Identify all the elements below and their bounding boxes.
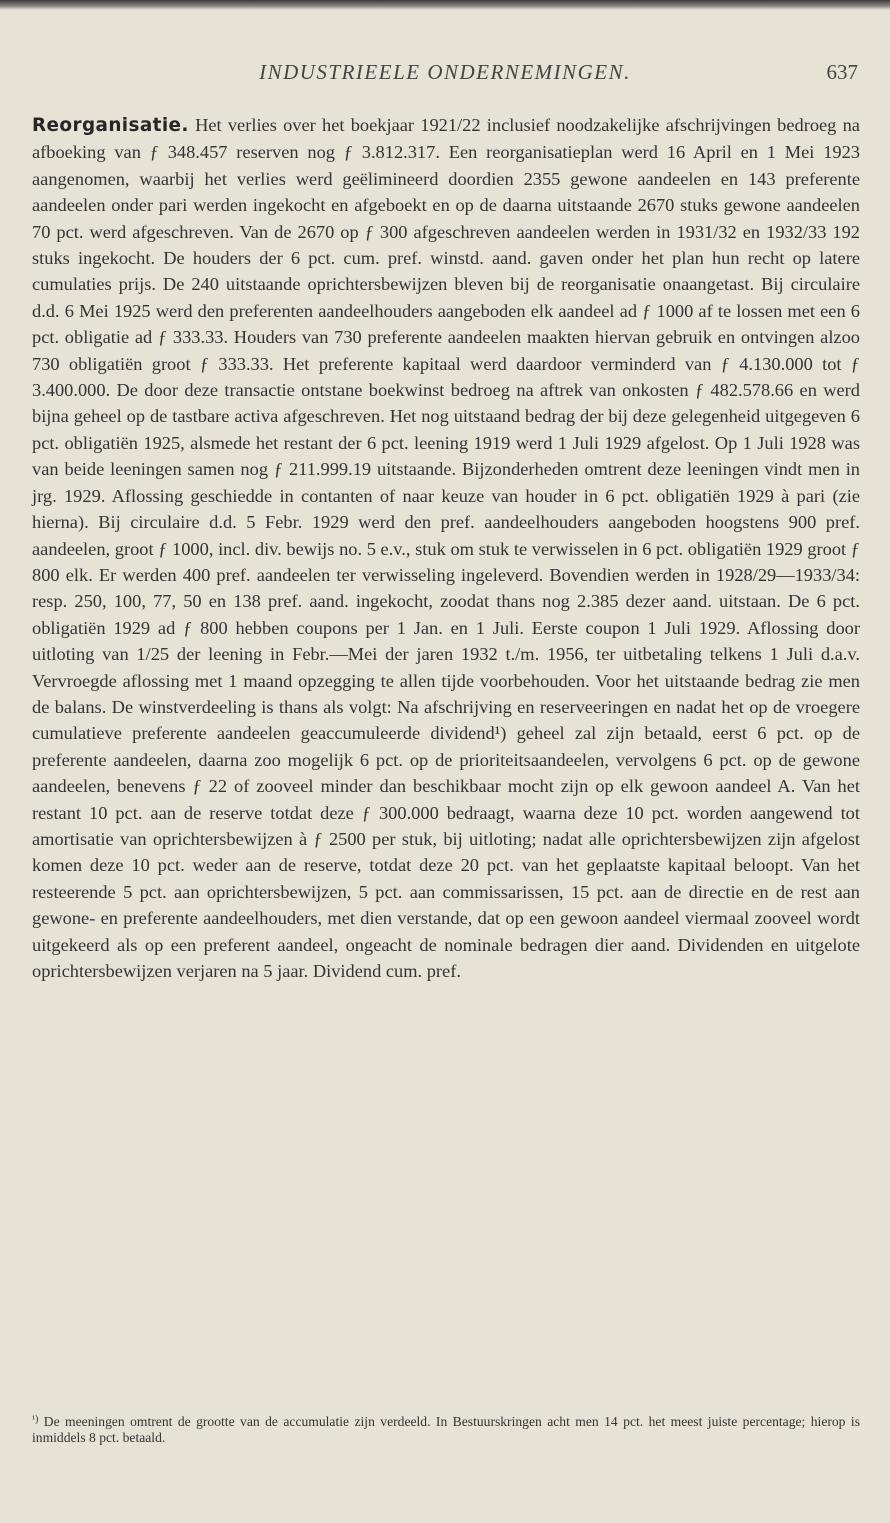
scan-edge [0,0,890,10]
article-body [32,112,860,984]
page-header [0,60,890,92]
article-paragraph [32,112,860,984]
running-head: INDUSTRIEELE ONDERNEMINGEN. [259,60,631,84]
footnote-text: De meeningen omtrent de grootte van de accumulatie zijn verdeeld. In Bestuurskringen acht men 14 pct. het meest juiste percentage; hierop is inmiddels 8 pct. betaald. [32,1414,860,1445]
page-number: 637 [826,60,858,84]
footnote-marker: ¹) [32,1414,39,1425]
section-title: Reorganisatie. [32,115,189,136]
footnote [32,1412,860,1446]
paragraph-text: Het verlies over het boekjaar 1921/22 inclusief noodzakelijke afschrijvingen bedroeg na afboeking van ƒ 348.457 reserven nog ƒ 3.812.317. Een reorganisatieplan werd 16 April en 1 Mei 1923 aangenomen, waarbij het verlies werd geëlimineerd doordien 2355 gewone aandeelen en 143 preferente aandeelen onder pari werden ingekocht en afgeboekt en op de daarna uitstaande 2670 stuks gewone aandeelen 70 pct. werd afgeschreven. Van de 2670 op ƒ 300 afgeschreven aandeelen werden in 1931/32 en 1932/33 192 stuks ingekocht. De houders der 6 pct. cum. pref. winstd. aand. gaven onder het plan hun recht op latere cumulaties prijs. De 240 uitstaande oprichtersbewijzen bleven bij de reorganisatie onaangetast. Bij circulaire d.d. 6 Mei 1925 werd den preferenten aandeelhouders aangeboden elk aandeel ad ƒ 1000 af te lossen met een 6 pct. obligatie ad ƒ 333.33. Houders van 730 preferente aandeelen maakten hiervan gebruik en ontvingen alzoo 730 obligatiën groot ƒ 333.33. Het preferente kapitaal werd daardoor verminderd van ƒ 4.130.000 tot ƒ 3.400.000. De door deze transactie ontstane boekwinst bedroeg na aftrek van onkosten ƒ 482.578.66 en werd bijna geheel op de tastbare activa afgeschreven. Het nog uitstaand bedrag der bij deze gelegenheid uitgegeven 6 pct. obligatiën 1925, alsmede het restant der 6 pct. leening 1919 werd 1 Juli 1929 afgelost. Op 1 Juli 1928 was van beide leeningen samen nog ƒ 211.999.19 uitstaande. Bijzonderheden omtrent deze leeningen vindt men in jrg. 1929. Aflossing geschiedde in contanten of naar keuze van houder in 6 pct. obligatiën 1929 à pari (zie hierna). Bij circulaire d.d. 5 Febr. 1929 werd den pref. aandeelhouders aangeboden hoogstens 900 pref. aandeelen, groot ƒ 1000, incl. div. bewijs no. 5 e.v., stuk om stuk te verwisselen in 6 pct. obligatiën 1929 groot ƒ 800 elk. Er werden 400 pref. aandeelen ter verwisseling ingeleverd. Bovendien werden in 1928/29—1933/34: resp. 250, 100, 77, 50 en 138 pref. aand. ingekocht, zoodat thans nog 2.385 dezer aand. uitstaan. De 6 pct. obligatiën 1929 ad ƒ 800 hebben coupons per 1 Jan. en 1 Juli. Eerste coupon 1 Juli 1929. Aflossing door uitloting van 1/25 der leening in Febr.—Mei der jaren 1932 t./m. 1956, ter uitbetaling telkens 1 Juli d.a.v. Vervroegde aflossing met 1 maand opzegging te allen tijde voorbehouden. Voor het uitstaande bedrag zie men de balans. De winstverdeeling is thans als volgt: Na afschrijving en reserveeringen en nadat het op de vroegere cumulatieve preferente aandeelen geaccumuleerde dividend¹) geheel zal zijn betaald, eerst 6 pct. op de preferente aandeelen, daarna zoo mogelijk 6 pct. op de prioriteitsaandeelen, vervolgens 6 pct. op de gewone aandeelen, benevens ƒ 22 of zooveel minder dan beschikbaar mocht zijn op elk gewoon aandeel A. Van het restant 10 pct. aan de reserve totdat deze ƒ 300.000 bedraagt, waarna deze 10 pct. worden aangewend tot amortisatie van oprichtersbewijzen à ƒ 2500 per stuk, bij uitloting; nadat alle oprichtersbewijzen zijn afgelost komen deze 10 pct. weder aan de reserve, totdat deze 20 pct. van het geplaatste kapitaal beloopt. Van het resteerende 5 pct. aan oprichtersbewijzen, 5 pct. aan commissarissen, 15 pct. aan de directie en de rest aan gewone- en preferente aandeelhouders, met dien verstande, dat op een gewoon aandeel viermaal zooveel wordt uitgekeerd als op een preferent aandeel, ongeacht de nominale bedragen dier aand. Dividenden en uitgelote oprichtersbewijzen verjaren na 5 jaar. Dividend cum. pref. [32,115,860,981]
